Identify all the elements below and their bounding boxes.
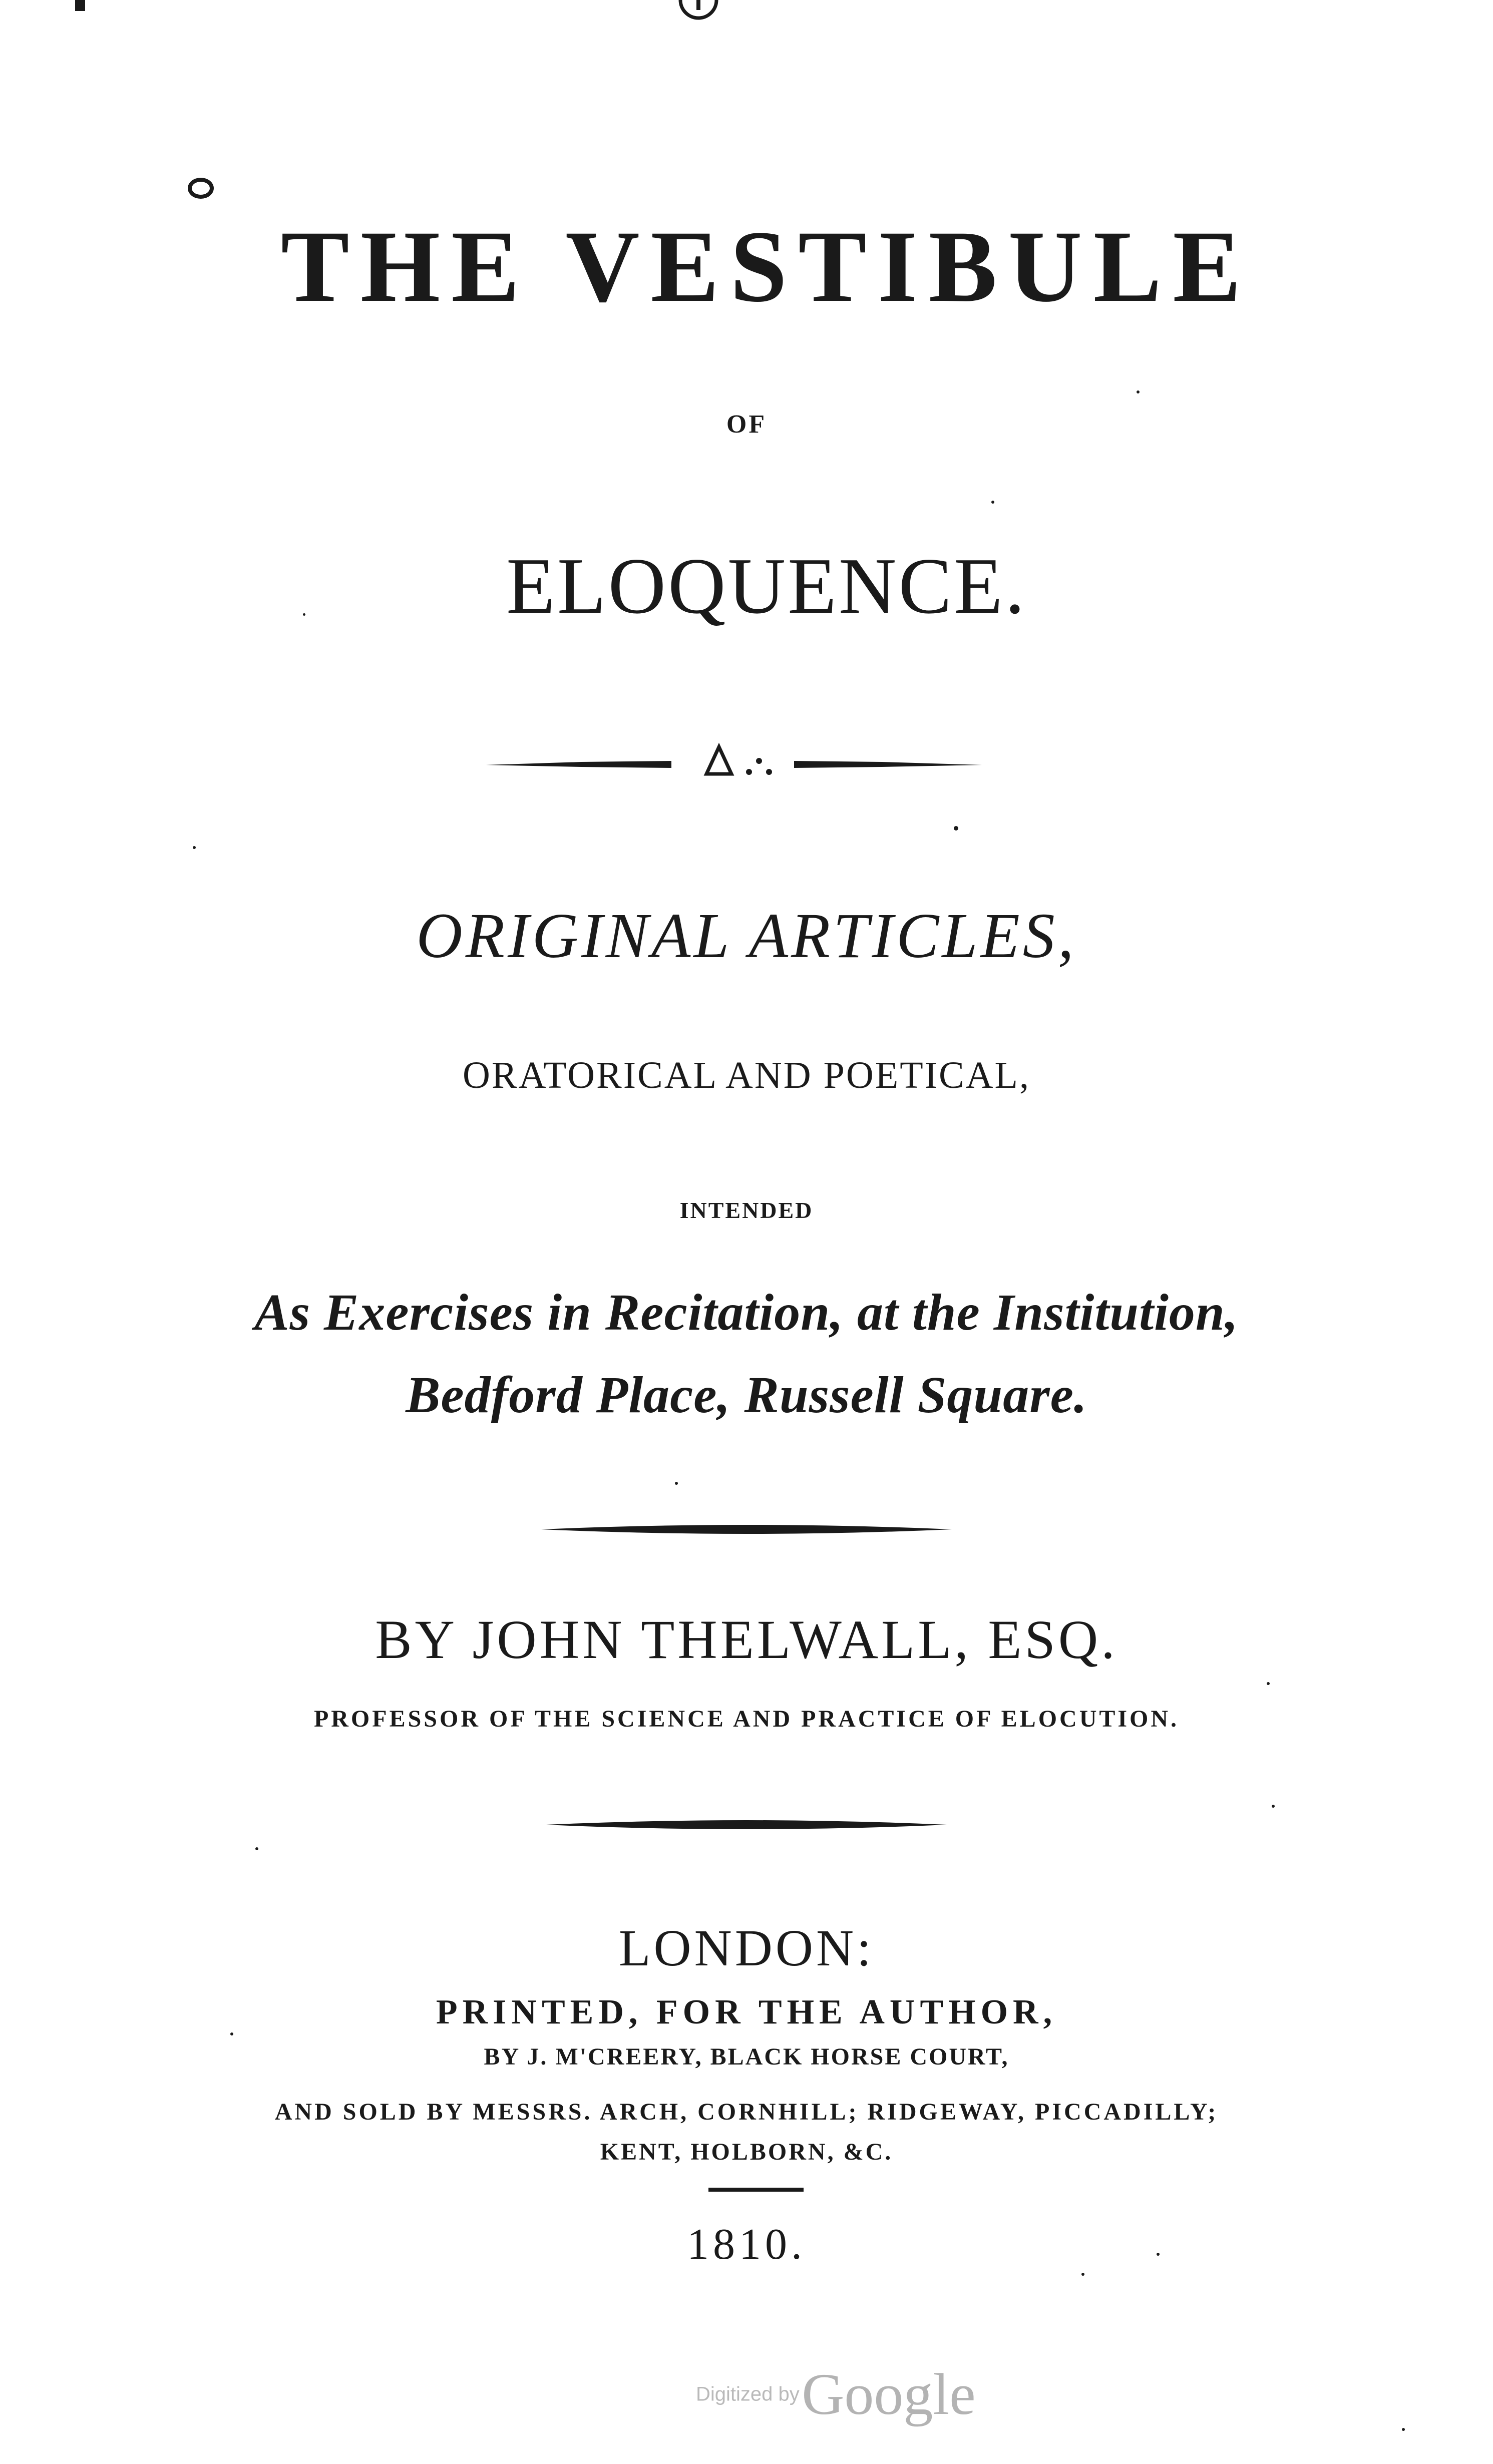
scan-speck [255, 1847, 258, 1850]
tapered-rule-icon [541, 1519, 952, 1539]
subtitle-kinds: ORATORICAL AND POETICAL, [463, 1054, 1030, 1096]
imprint-sellers-1: AND SOLD BY MESSRS. ARCH, CORNHILL; RIDGEWAY, PICCADILLY; [274, 2099, 1219, 2125]
scan-speck [1402, 2428, 1405, 2431]
watermark-prefix: Digitized by [696, 2383, 800, 2405]
ornament-divider [0, 736, 1493, 791]
corner-ink-mark [75, 0, 85, 11]
scan-speck [1081, 2273, 1084, 2276]
imprint-printed-for: PRINTED, FOR THE AUTHOR, [436, 1993, 1057, 2031]
digitization-watermark [696, 2360, 976, 2428]
scan-speck [675, 1482, 678, 1485]
imprint-printer: BY J. M'CREERY, BLACK HORSE COURT, [484, 2043, 1009, 2070]
stray-circle-mark [188, 178, 214, 199]
purpose-line-2: Bedford Place, Russell Square. [406, 1366, 1087, 1424]
scan-speck [303, 613, 305, 616]
scan-speck [1157, 2253, 1160, 2256]
watermark-brand: Google [802, 2361, 976, 2427]
tapered-rule-icon [546, 1815, 947, 1835]
tapered-rule-1 [0, 1519, 1493, 1539]
intended-label: INTENDED [679, 1197, 814, 1223]
scan-speck [991, 501, 994, 504]
imprint-place: LONDON: [619, 1919, 874, 1977]
tapered-rule-2 [0, 1815, 1493, 1835]
imprint-sellers-2: KENT, HOLBORN, &C. [600, 2139, 893, 2165]
author-line: BY JOHN THELWALL, ESQ. [375, 1609, 1118, 1670]
purpose-line-1: As Exercises in Recitation, at the Institution, [254, 1284, 1239, 1341]
imprint-year: 1810. [687, 2220, 806, 2269]
title-of: OF [726, 410, 767, 439]
title-line-1: THE VESTIBULE [280, 210, 1252, 323]
triangle-with-dots-ornament-icon [471, 736, 1022, 791]
scan-speck [954, 826, 958, 831]
scan-speck [1267, 1682, 1270, 1685]
scan-speck [1137, 390, 1140, 393]
year-rule [708, 2188, 804, 2192]
scan-speck [193, 846, 196, 849]
subtitle-articles: ORIGINAL ARTICLES, [416, 900, 1077, 971]
page-number-mark-icon [676, 0, 721, 30]
title-line-2: ELOQUENCE. [506, 541, 1027, 630]
scan-speck [230, 2032, 233, 2035]
scan-speck [1272, 1805, 1275, 1808]
author-title: PROFESSOR OF THE SCIENCE AND PRACTICE OF ELOCUTION. [313, 1706, 1180, 1732]
